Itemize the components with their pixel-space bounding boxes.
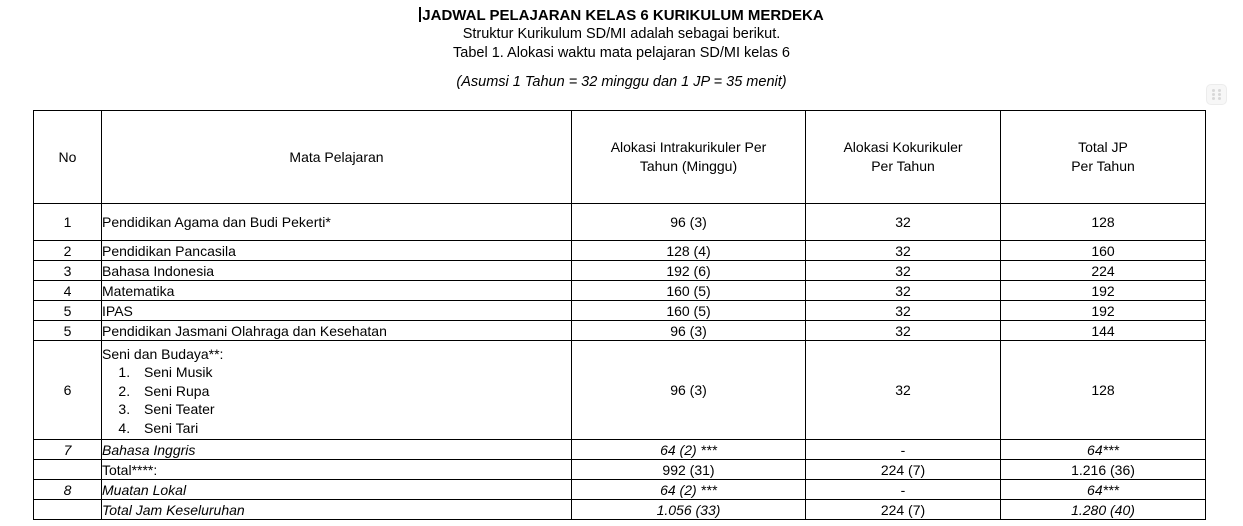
cell-total-keseluruhan-label: Total Jam Keseluruhan (102, 500, 572, 520)
cell-no: 7 (34, 440, 102, 460)
cell-intrakurikuler: 160 (5) (572, 281, 806, 301)
cell-intrakurikuler: 1.056 (33) (572, 500, 806, 520)
cell-total-jp: 1.216 (36) (1001, 460, 1206, 480)
document-heading (0, 6, 1243, 92)
cell-kokurikuler: 224 (7) (806, 500, 1001, 520)
cell-total-jp: 128 (1001, 341, 1206, 440)
cell-intrakurikuler: 160 (5) (572, 301, 806, 321)
list-item: 4. Seni Tari (134, 419, 571, 438)
col-header-kokurikuler-line2: Per Tahun (871, 158, 935, 174)
cell-kokurikuler: 32 (806, 281, 1001, 301)
cell-intrakurikuler: 64 (2) *** (572, 480, 806, 500)
page-title-text: JADWAL PELAJARAN KELAS 6 KURIKULUM MERDEKA (422, 7, 824, 24)
cell-no (34, 500, 102, 520)
table-row-muatan-lokal (34, 480, 1206, 500)
cell-kokurikuler: 32 (806, 341, 1001, 440)
grip-dot (1218, 89, 1221, 92)
document-subtitle-2: Tabel 1. Alokasi waktu mata pelajaran SD/MI kelas 6 (453, 45, 790, 61)
cell-total-jp: 144 (1001, 321, 1206, 341)
cell-kokurikuler: 32 (806, 261, 1001, 281)
cell-total-jp: 224 (1001, 261, 1206, 281)
cell-intrakurikuler: 192 (6) (572, 261, 806, 281)
col-header-total-jp (1001, 111, 1206, 204)
table-row (34, 281, 1206, 301)
grip-dot (1218, 97, 1221, 100)
cell-total-jp: 160 (1001, 241, 1206, 261)
cell-kokurikuler: - (806, 440, 1001, 460)
table-header-row (34, 111, 1206, 204)
cell-mata-pelajaran: Pendidikan Jasmani Olahraga dan Kesehatan (102, 321, 572, 341)
cell-total-jp: 64*** (1001, 480, 1206, 500)
allocation-table-wrapper (33, 110, 1205, 520)
document-subtitle-1: Struktur Kurikulum SD/MI adalah sebagai berikut. (462, 26, 781, 42)
list-item: 2. Seni Rupa (134, 382, 571, 401)
list-item: 3. Seni Teater (134, 400, 571, 419)
grip-dot (1212, 93, 1215, 96)
col-header-total-jp-line2: Per Tahun (1071, 158, 1135, 174)
seni-budaya-sublist (102, 363, 571, 437)
list-item: 1. Seni Musik (134, 363, 571, 382)
col-header-intrakurikuler (572, 111, 806, 204)
cell-no: 1 (34, 204, 102, 241)
table-row-total (34, 460, 1206, 480)
table-row (34, 241, 1206, 261)
cell-no: 5 (34, 301, 102, 321)
document-assumption-note: (Asumsi 1 Tahun = 32 minggu dan 1 JP = 35 menit) (456, 74, 787, 90)
table-header (34, 111, 1206, 204)
allocation-table (33, 110, 1206, 520)
grip-dot (1212, 89, 1215, 92)
cell-mata-pelajaran: Bahasa Indonesia (102, 261, 572, 281)
cell-total-jp: 192 (1001, 301, 1206, 321)
cell-total-jp: 1.280 (40) (1001, 500, 1206, 520)
col-header-kokurikuler (806, 111, 1001, 204)
col-header-no: No (34, 111, 102, 204)
cell-total-label: Total****: (102, 460, 572, 480)
table-row-seni-budaya (34, 341, 1206, 440)
cell-intrakurikuler: 64 (2) *** (572, 440, 806, 460)
cell-kokurikuler: 32 (806, 321, 1001, 341)
cell-no: 3 (34, 261, 102, 281)
cell-mata-pelajaran: IPAS (102, 301, 572, 321)
grip-dot (1212, 97, 1215, 100)
col-header-kokurikuler-line1: Alokasi Kokurikuler (843, 139, 963, 155)
page-title (419, 6, 823, 25)
table-row (34, 321, 1206, 341)
cell-total-jp: 128 (1001, 204, 1206, 241)
cell-mata-pelajaran: Bahasa Inggris (102, 440, 572, 460)
table-body (34, 204, 1206, 520)
table-row-total-keseluruhan (34, 500, 1206, 520)
seni-budaya-heading: Seni dan Budaya**: (102, 346, 224, 362)
table-row-bahasa-inggris (34, 440, 1206, 460)
cell-intrakurikuler: 96 (3) (572, 204, 806, 241)
cell-mata-pelajaran: Pendidikan Pancasila (102, 241, 572, 261)
col-header-intrakurikuler-line1: Alokasi Intrakurikuler Per (610, 139, 767, 155)
grip-dot (1218, 93, 1221, 96)
cell-kokurikuler: 32 (806, 301, 1001, 321)
text-caret (419, 7, 421, 22)
cell-total-jp: 64*** (1001, 440, 1206, 460)
cell-intrakurikuler: 96 (3) (572, 341, 806, 440)
cell-no: 4 (34, 281, 102, 301)
col-header-intrakurikuler-line2: Tahun (Minggu) (639, 158, 738, 174)
cell-no: 6 (34, 341, 102, 440)
cell-no (34, 460, 102, 480)
cell-kokurikuler: 32 (806, 204, 1001, 241)
cell-no: 5 (34, 321, 102, 341)
cell-mata-pelajaran: Pendidikan Agama dan Budi Pekerti* (102, 204, 572, 241)
cell-mata-pelajaran-seni (102, 341, 572, 440)
cell-intrakurikuler: 128 (4) (572, 241, 806, 261)
cell-intrakurikuler: 96 (3) (572, 321, 806, 341)
cell-intrakurikuler: 992 (31) (572, 460, 806, 480)
cell-kokurikuler: 32 (806, 241, 1001, 261)
cell-mata-pelajaran: Matematika (102, 281, 572, 301)
drag-handle-icon[interactable] (1206, 84, 1227, 105)
seni-budaya-block (102, 341, 571, 439)
cell-no: 2 (34, 241, 102, 261)
table-row (34, 204, 1206, 241)
cell-no: 8 (34, 480, 102, 500)
cell-mata-pelajaran: Muatan Lokal (102, 480, 572, 500)
cell-kokurikuler: - (806, 480, 1001, 500)
table-row (34, 301, 1206, 321)
table-row (34, 261, 1206, 281)
cell-kokurikuler: 224 (7) (806, 460, 1001, 480)
col-header-mata-pelajaran: Mata Pelajaran (102, 111, 572, 204)
cell-total-jp: 192 (1001, 281, 1206, 301)
col-header-total-jp-line1: Total JP (1078, 139, 1128, 155)
